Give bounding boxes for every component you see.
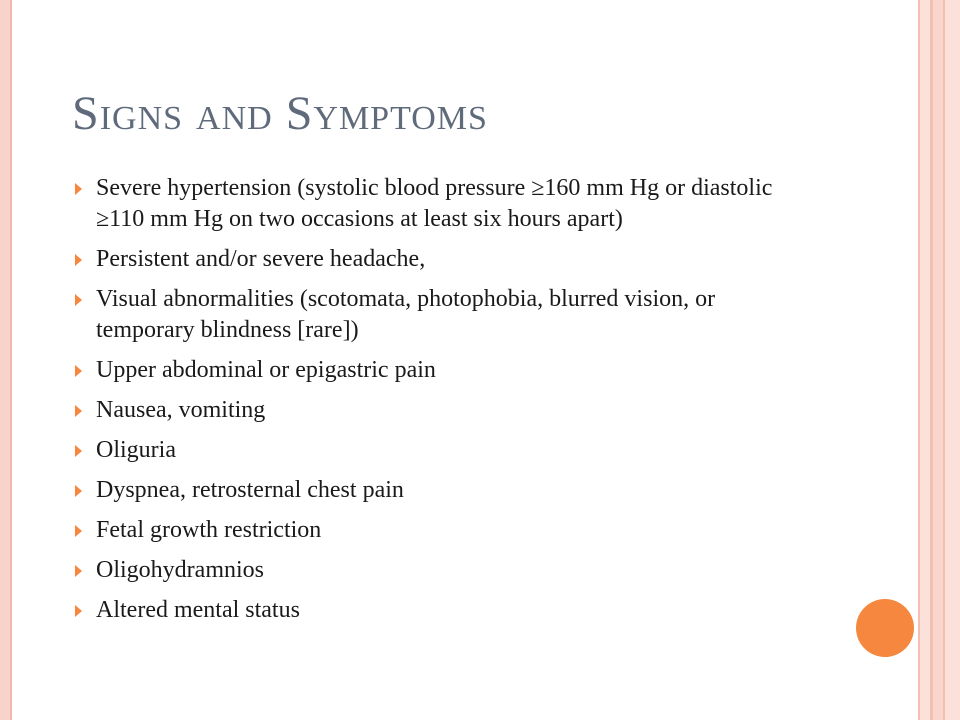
bullet-text: Altered mental status (96, 597, 300, 623)
list-item (72, 244, 812, 275)
triangle-right-icon (75, 445, 82, 457)
list-item (72, 355, 812, 386)
slide-title: Signs and Symptoms (72, 87, 488, 140)
triangle-right-icon (75, 605, 82, 617)
triangle-right-icon (75, 365, 82, 377)
list-item (72, 284, 812, 346)
bullet-text: Severe hypertension (systolic blood pressure ≥160 mm Hg or diastolic ≥110 mm Hg on two occasions at least six hours apart) (96, 175, 773, 232)
right-border-stripe (920, 0, 930, 720)
triangle-right-icon (75, 183, 82, 195)
list-item (72, 475, 812, 506)
list-item (72, 555, 812, 586)
list-item (72, 173, 812, 235)
bullet-text: Oliguria (96, 437, 176, 463)
triangle-right-icon (75, 294, 82, 306)
triangle-right-icon (75, 485, 82, 497)
right-border-stripe (945, 0, 960, 720)
triangle-right-icon (75, 525, 82, 537)
list-item (72, 515, 812, 546)
list-item (72, 395, 812, 426)
decorative-circle (856, 599, 914, 657)
bullet-text: Dyspnea, retrosternal chest pain (96, 477, 404, 503)
triangle-right-icon (75, 254, 82, 266)
bullet-text: Oligohydramnios (96, 557, 264, 583)
bullet-text: Upper abdominal or epigastric pain (96, 357, 436, 383)
right-border-stripe (933, 0, 943, 720)
list-item (72, 595, 812, 626)
triangle-right-icon (75, 565, 82, 577)
triangle-right-icon (75, 405, 82, 417)
left-border-line (10, 0, 12, 720)
bullet-list (72, 173, 812, 635)
list-item (72, 435, 812, 466)
left-border-band (0, 0, 10, 720)
bullet-text: Nausea, vomiting (96, 397, 266, 423)
bullet-text: Visual abnormalities (scotomata, photophobia, blurred vision, or temporary blindness [rare]) (96, 286, 716, 343)
bullet-text: Fetal growth restriction (96, 517, 322, 543)
bullet-text: Persistent and/or severe headache, (96, 246, 426, 272)
